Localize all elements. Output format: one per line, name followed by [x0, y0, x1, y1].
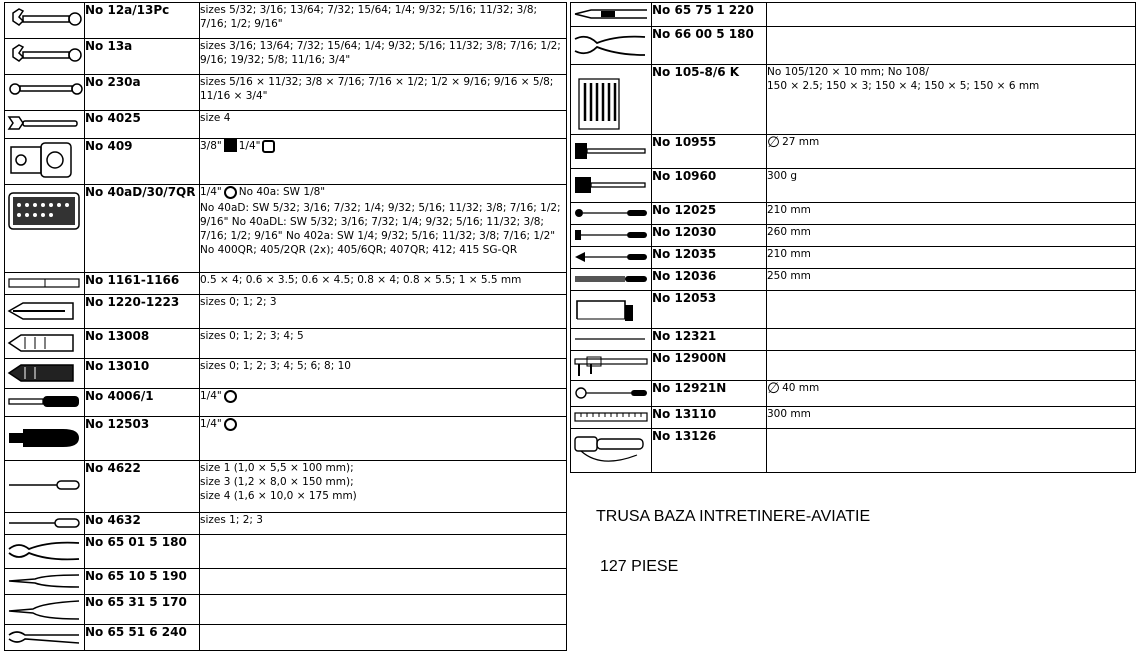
- piece-count: 127 PIESE: [600, 558, 679, 575]
- kit-title: TRUSA BAZA INTRETINERE-AVIATIE: [596, 508, 871, 525]
- item-description: 300 mm: [767, 407, 1136, 429]
- item-code: No 12900N: [652, 351, 767, 381]
- diameter-value: 27 mm: [782, 136, 820, 148]
- item-description: 210 mm: [767, 247, 1136, 269]
- item-code: No 1220-1223: [85, 295, 200, 329]
- item-description: [767, 291, 1136, 329]
- item-code: No 1161-1166: [85, 273, 200, 295]
- flashlight-icon: [571, 429, 652, 471]
- item-description: [767, 381, 1136, 407]
- pliers-icon: [5, 535, 85, 567]
- item-code: No 10960: [652, 169, 767, 203]
- item-code: No 4632: [85, 513, 200, 535]
- bit-holder-screwdriver-icon: [5, 389, 85, 415]
- item-code: No 13010: [85, 359, 200, 389]
- combination-wrench-icon: [5, 39, 85, 73]
- item-code: No 65 31 5 170: [85, 595, 200, 625]
- item-description: size 4: [200, 111, 567, 139]
- combination-wrench-icon: [5, 3, 85, 37]
- table-row: [5, 535, 567, 569]
- hammer-icon: [571, 169, 652, 201]
- item-code: No 65 01 5 180: [85, 535, 200, 569]
- inspection-mirror-icon: [571, 381, 652, 405]
- item-description: [200, 185, 567, 273]
- item-description: [767, 3, 1136, 27]
- table-row: [571, 247, 1136, 269]
- drive-size-a: 3/8": [200, 140, 222, 152]
- square-drive-icon: [224, 139, 237, 152]
- table-row: [571, 351, 1136, 381]
- item-description: [200, 417, 567, 461]
- socket-ring-icon: [224, 390, 237, 403]
- ratchet-handle-icon: [5, 417, 85, 459]
- table-row: [5, 185, 567, 273]
- item-code: No 12321: [652, 329, 767, 351]
- item-code: No 105-8/6 K: [652, 65, 767, 135]
- item-description: sizes 0; 1; 2; 3; 4; 5; 6; 8; 10: [200, 359, 567, 389]
- punch-set-icon: [571, 65, 652, 133]
- item-code: No 65 10 5 190: [85, 569, 200, 595]
- item-code: No 409: [85, 139, 200, 185]
- drive-size: 1/4": [200, 186, 222, 198]
- table-row: [571, 169, 1136, 203]
- desc-line: size 4 (1,6 × 10,0 × 175 mm): [200, 490, 357, 502]
- caliper-icon: [571, 351, 652, 379]
- item-description: [200, 625, 567, 651]
- item-code: No 12030: [652, 225, 767, 247]
- item-description: [200, 389, 567, 417]
- drive-size-b: 1/4": [238, 140, 261, 152]
- item-code: No 230a: [85, 75, 200, 111]
- item-description: 0.5 × 4; 0.6 × 3.5; 0.6 × 4.5; 0.8 × 4; 0.8 × 5.5; 1 × 5.5 mm: [200, 273, 567, 295]
- socket-set-case-icon: [5, 185, 85, 271]
- chisel-icon: [571, 225, 652, 245]
- table-row: [5, 111, 567, 139]
- table-row: [5, 139, 567, 185]
- diameter-icon: ∅: [767, 134, 781, 151]
- table-row: [5, 75, 567, 111]
- item-code: No 65 75 1 220: [652, 3, 767, 27]
- table-row: [5, 513, 567, 535]
- item-code: No 66 00 5 180: [652, 27, 767, 65]
- table-row: [5, 295, 567, 329]
- item-code: No 13008: [85, 329, 200, 359]
- phillips-bit-icon: [5, 295, 85, 327]
- item-code: No 40aD/30/7QR: [85, 185, 200, 273]
- item-description: 300 g: [767, 169, 1136, 203]
- bent-nose-pliers-icon: [5, 595, 85, 623]
- adjustable-wrench-icon: [5, 111, 85, 137]
- socket-adapter-icon: [5, 139, 85, 183]
- socket-ring-icon: [224, 186, 237, 199]
- item-description: [200, 139, 567, 185]
- screwdriver-icon: [5, 513, 85, 533]
- item-description: [200, 461, 567, 513]
- table-row: [5, 569, 567, 595]
- item-code: No 4006/1: [85, 389, 200, 417]
- table-row: [571, 203, 1136, 225]
- item-code: No 12036: [652, 269, 767, 291]
- item-description: 250 mm: [767, 269, 1136, 291]
- item-code: No 12503: [85, 417, 200, 461]
- scriber-icon: [571, 329, 652, 349]
- item-description: sizes 0; 1; 2; 3: [200, 295, 567, 329]
- table-row: [5, 3, 567, 39]
- table-row: [571, 291, 1136, 329]
- ring-spanner-icon: [5, 75, 85, 109]
- file-icon: [571, 269, 652, 289]
- item-code: No 10955: [652, 135, 767, 169]
- table-row: [5, 625, 567, 651]
- item-description: sizes 5/16 × 11/32; 3/8 × 7/16; 7/16 × 1/2; 1/2 × 9/16; 9/16 × 5/8; 11/16 × 3/4": [200, 75, 567, 111]
- item-description: [200, 569, 567, 595]
- table-row: [571, 381, 1136, 407]
- item-description: sizes 1; 2; 3: [200, 513, 567, 535]
- long-nose-pliers-icon: [5, 569, 85, 593]
- table-row: [571, 429, 1136, 473]
- table-row: [5, 329, 567, 359]
- item-description: [200, 595, 567, 625]
- item-description: 260 mm: [767, 225, 1136, 247]
- desc-line: size 1 (1,0 × 5,5 × 100 mm);: [200, 462, 354, 474]
- table-row: [571, 407, 1136, 429]
- table-row: [571, 65, 1136, 135]
- item-description: [767, 27, 1136, 65]
- item-code: No 13110: [652, 407, 767, 429]
- table-row: [571, 135, 1136, 169]
- diameter-icon: ∅: [767, 380, 781, 397]
- safety-wire-pliers-icon: [571, 3, 652, 25]
- item-description: [767, 329, 1136, 351]
- item-code: No 12025: [652, 203, 767, 225]
- steel-ruler-icon: [571, 407, 652, 427]
- desc-detail: No 40aD: SW 5/32; 3/16; 7/32; 1/4; 9/32; 5/16; 11/32; 3/8; 7/16; 1/2; 9/16" No 40aDL: SW 5/32; 3/16; 7/32; 1/4; 9/32; 5/16; 11/32; 3/8; 7/16; 1/2; 9/16" No 402a: SW 1/4; 9/32; 5/16; 11/32; 3/8; 7/16; 1/2" No 400QR; 405/2QR (2x); 405/6QR; 407QR; 412; 415 SG-QR: [200, 202, 561, 256]
- left-catalog-table: [4, 2, 567, 651]
- bit-icon: [5, 329, 85, 357]
- punch-icon: [571, 203, 652, 223]
- table-row: [571, 269, 1136, 291]
- hacksaw-icon: [571, 291, 652, 327]
- water-pump-pliers-icon: [5, 625, 85, 649]
- item-code: No 12053: [652, 291, 767, 329]
- diameter-value: 40 mm: [782, 382, 820, 394]
- item-description: [767, 135, 1136, 169]
- item-description: 210 mm: [767, 203, 1136, 225]
- table-row: [571, 329, 1136, 351]
- table-row: [571, 3, 1136, 27]
- drive-size: 1/4": [200, 418, 222, 430]
- table-row: [571, 27, 1136, 65]
- table-row: [5, 417, 567, 461]
- table-row: [5, 595, 567, 625]
- item-code: No 12921N: [652, 381, 767, 407]
- desc-line: size 3 (1,2 × 8,0 × 150 mm);: [200, 476, 354, 488]
- item-description: sizes 3/16; 13/64; 7/32; 15/64; 1/4; 9/32; 5/16; 11/32; 3/8; 7/16; 1/2; 9/16; 19/32; 5/8; 11/16; 3/4": [200, 39, 567, 75]
- item-description: sizes 0; 1; 2; 3; 4; 5: [200, 329, 567, 359]
- screwdriver-bit-icon: [5, 273, 85, 293]
- right-catalog-table: [570, 2, 1136, 473]
- item-code: No 65 51 6 240: [85, 625, 200, 651]
- desc-part: No 40a: SW 1/8": [238, 186, 326, 198]
- scraper-icon: [571, 247, 652, 267]
- table-row: [5, 39, 567, 75]
- item-code: No 13a: [85, 39, 200, 75]
- desc-line: 150 × 2.5; 150 × 3; 150 × 4; 150 × 5; 150 × 6 mm: [767, 80, 1040, 92]
- cutting-pliers-icon: [571, 27, 652, 63]
- item-description: [767, 429, 1136, 473]
- item-code: No 12035: [652, 247, 767, 269]
- item-description: sizes 5/32; 3/16; 13/64; 7/32; 15/64; 1/4; 9/32; 5/16; 11/32; 3/8; 7/16; 1/2; 9/16": [200, 3, 567, 39]
- table-row: [571, 225, 1136, 247]
- item-description: [767, 351, 1136, 381]
- bit-icon: [5, 359, 85, 387]
- table-row: [5, 273, 567, 295]
- item-code: No 4622: [85, 461, 200, 513]
- screwdriver-icon: [5, 461, 85, 511]
- table-row: [5, 359, 567, 389]
- item-description: [200, 535, 567, 569]
- drive-size: 1/4": [200, 390, 222, 402]
- socket-ring-icon: [224, 418, 237, 431]
- table-row: [5, 461, 567, 513]
- desc-line: No 105/120 × 10 mm; No 108/: [767, 66, 929, 78]
- item-description: [767, 65, 1136, 135]
- table-row: [5, 389, 567, 417]
- item-code: No 4025: [85, 111, 200, 139]
- mallet-icon: [571, 135, 652, 167]
- item-code: No 12a/13Pc: [85, 3, 200, 39]
- hex-socket-icon: [262, 140, 275, 153]
- item-code: No 13126: [652, 429, 767, 473]
